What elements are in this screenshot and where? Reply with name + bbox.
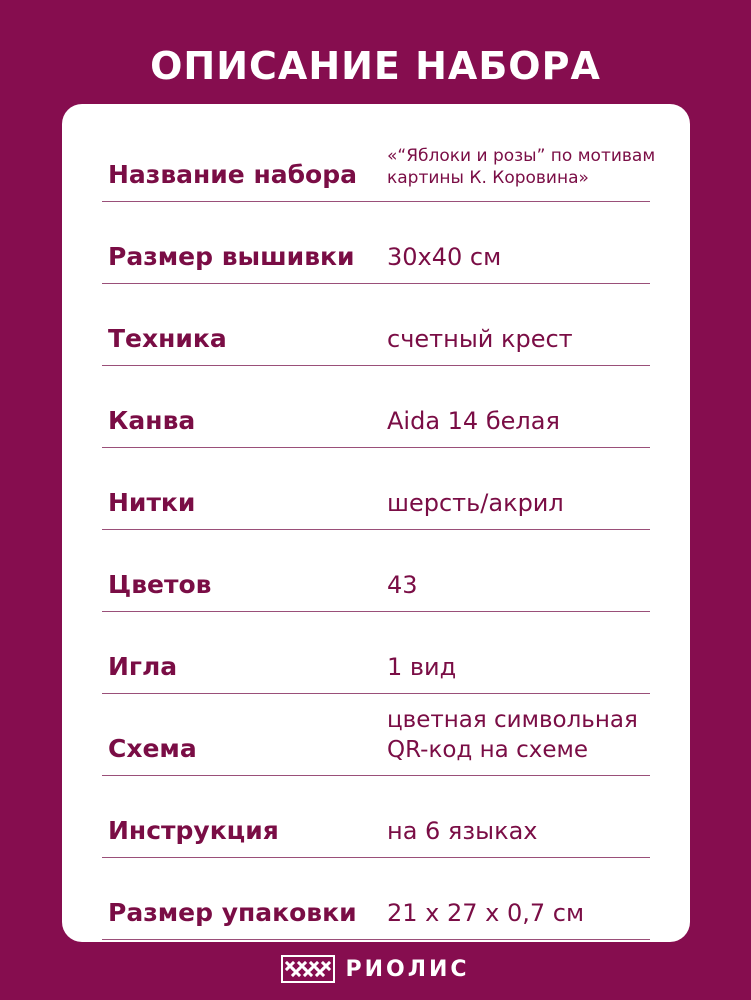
spec-value: Aida 14 белая: [387, 407, 560, 435]
spec-value-line: QR-код на схеме: [387, 737, 588, 763]
spec-label: Игла: [108, 652, 178, 681]
spec-row-chart: [102, 694, 650, 776]
spec-label: Размер вышивки: [108, 242, 355, 271]
spec-value: счетный крест: [387, 325, 573, 353]
spec-row-package-size: [102, 858, 650, 940]
spec-row-kit-name: [102, 120, 656, 202]
spec-value: шерсть/акрил: [387, 489, 564, 517]
spec-value: 21 х 27 х 0,7 см: [387, 899, 585, 927]
spec-label: Инструкция: [108, 816, 279, 845]
spec-value: 1 вид: [387, 653, 457, 681]
spec-label: Нитки: [108, 488, 196, 517]
spec-label: Цветов: [108, 570, 212, 599]
spec-label: Техника: [108, 324, 227, 353]
spec-row-technique: [102, 284, 650, 366]
spec-row-needle: [102, 612, 650, 694]
spec-value: [387, 145, 655, 189]
spec-label: Схема: [108, 734, 197, 763]
spec-value: 30х40 см: [387, 243, 502, 271]
riolis-cross-stitch-icon: [281, 955, 335, 983]
spec-value-line: цветная символьная: [387, 707, 638, 733]
page-title: ОПИСАНИЕ НАБОРА: [150, 44, 601, 88]
spec-label: Размер упаковки: [108, 898, 357, 927]
spec-row-canvas: [102, 366, 650, 448]
brand-logo: [0, 952, 751, 986]
spec-card: [62, 104, 690, 942]
spec-label: Канва: [108, 406, 196, 435]
spec-row-embroidery-size: [102, 202, 650, 284]
brand-name: РИОЛИС: [345, 956, 470, 982]
spec-value: на 6 языках: [387, 817, 538, 845]
spec-row-instructions: [102, 776, 650, 858]
spec-label: Название набора: [108, 160, 357, 189]
spec-value-line: «“Яблоки и розы” по мотивам: [387, 146, 656, 166]
spec-row-colors: [102, 530, 650, 612]
spec-value: [387, 705, 638, 765]
spec-row-threads: [102, 448, 650, 530]
spec-value: 43: [387, 571, 418, 599]
spec-value-line: картины К. Коровина»: [387, 168, 589, 188]
